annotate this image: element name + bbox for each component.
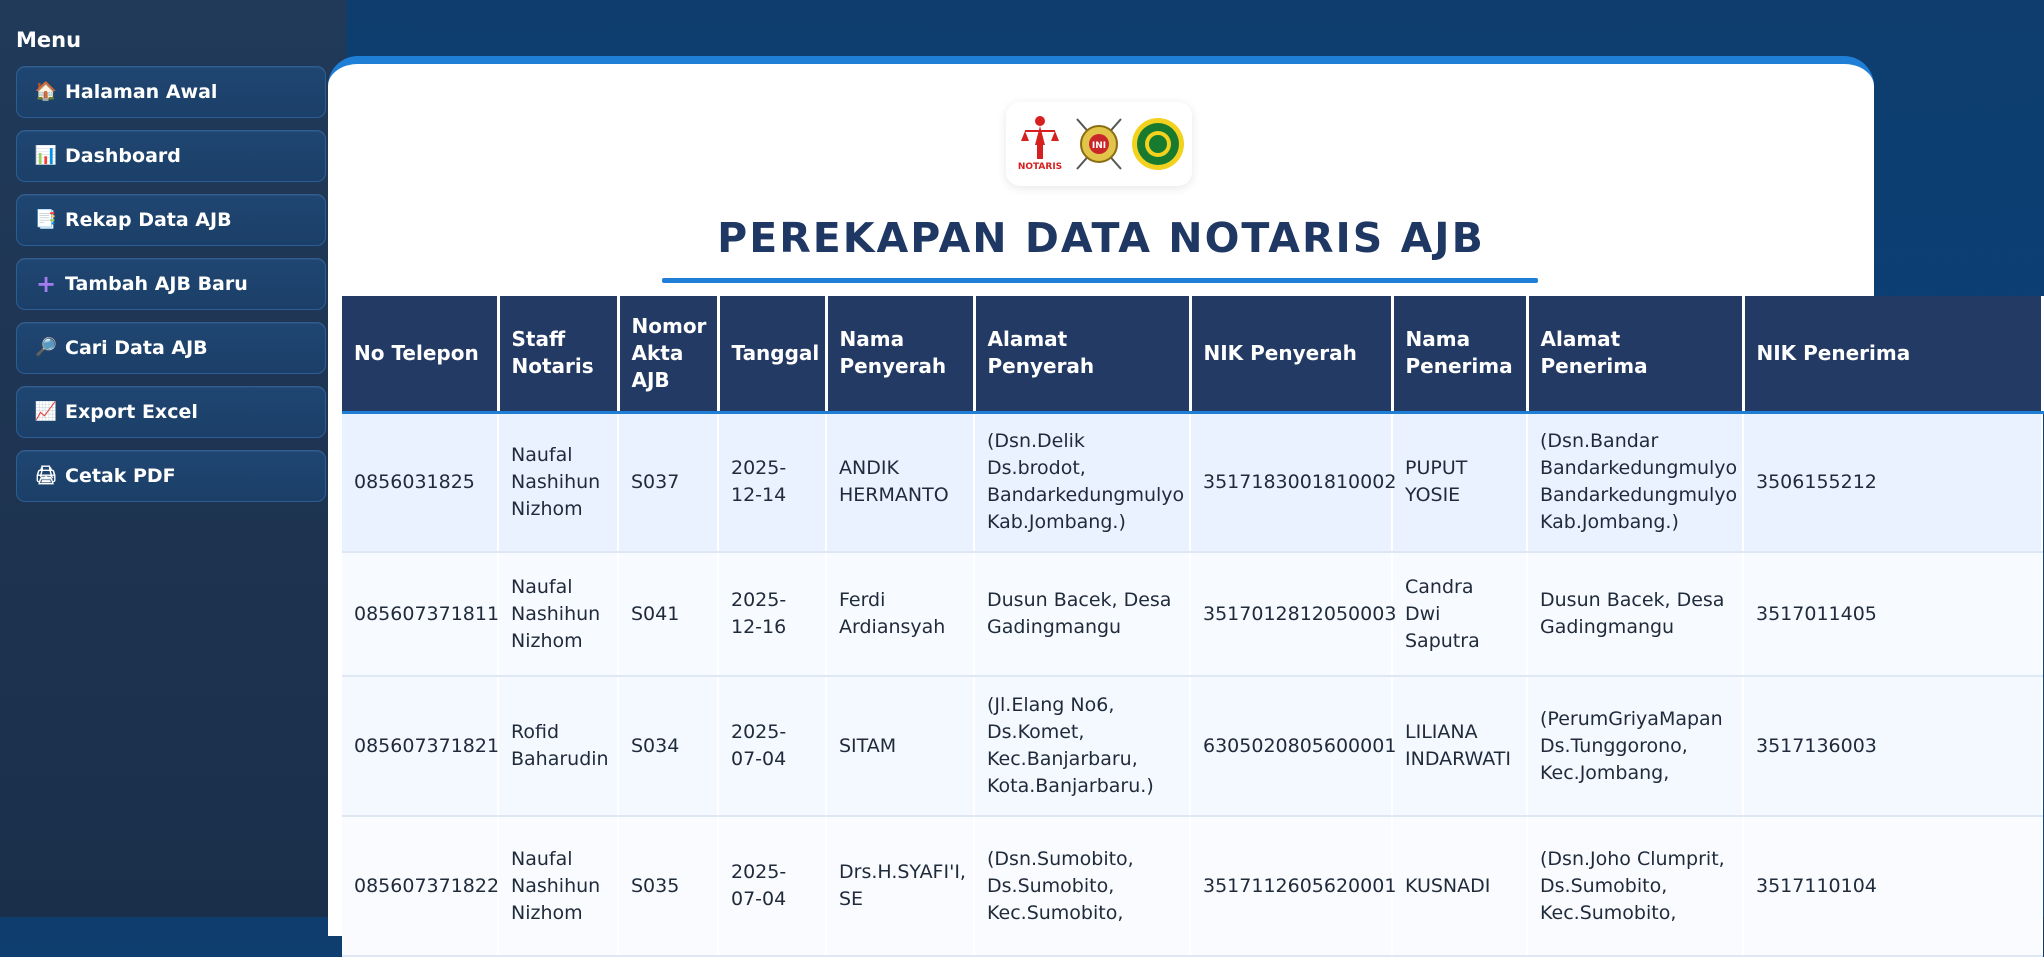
magnifier-icon: 🔎 (34, 337, 58, 358)
printer-icon: 🖨 (34, 465, 58, 486)
data-table-container[interactable] (342, 296, 1911, 936)
cell-nomor-akta: S035 (618, 816, 718, 956)
cell-nama-penyerah: SITAM (826, 676, 974, 816)
nav-label: Export Excel (65, 401, 198, 423)
cell-no-telepon: 085607371811 (342, 552, 498, 676)
menu-title: Menu (16, 28, 82, 52)
cell-alamat-penerima: (Dsn.Bandar Bandarkedungmulyo Bandarkedungmulyo Kab.Jombang.) (1527, 412, 1743, 552)
table-row[interactable] (342, 552, 2042, 676)
table-row[interactable] (342, 816, 2042, 956)
cell-tanggal: 2025-12-16 (718, 552, 826, 676)
notaris-logo-text: NOTARIS (1017, 162, 1063, 172)
cell-nama-penyerah: Drs.H.SYAFI'I, SE (826, 816, 974, 956)
header-alamat-penerima[interactable]: Alamat Penerima (1527, 296, 1743, 412)
cell-alamat-penerima: (PerumGriyaMapan Ds.Tunggorono, Kec.Jombang, (1527, 676, 1743, 816)
nav-label: Halaman Awal (65, 81, 218, 103)
nav-cari-data-ajb[interactable] (16, 322, 326, 374)
header-nik-penyerah[interactable]: NIK Penyerah (1190, 296, 1392, 412)
nav-cetak-pdf[interactable] (16, 450, 326, 502)
cell-nik-penerima: 3506155212 (1743, 412, 2042, 552)
header-tanggal[interactable]: Tanggal (718, 296, 826, 412)
main-card (328, 56, 1911, 936)
cell-nomor-akta: S037 (618, 412, 718, 552)
cell-nama-penerima: Candra Dwi Saputra (1392, 552, 1527, 676)
cell-staff-notaris: Naufal Nashihun Nizhom (498, 412, 618, 552)
cell-nama-penerima: KUSNADI (1392, 816, 1527, 956)
header-nama-penyerah[interactable]: Nama Penyerah (826, 296, 974, 412)
cell-alamat-penerima: (Dsn.Joho Clumprit, Ds.Sumobito, Kec.Sumobito, (1527, 816, 1743, 956)
ini-logo-text: INI (1091, 141, 1107, 151)
ini-emblem-logo (1069, 111, 1129, 177)
cell-nik-penyerah: 3517012812050003 (1190, 552, 1392, 676)
green-seal-logo (1131, 114, 1185, 174)
cell-no-telepon: 085607371821 (342, 676, 498, 816)
plus-icon: + (35, 270, 57, 298)
cell-tanggal: 2025-07-04 (718, 676, 826, 816)
cell-nik-penerima: 3517011405 (1743, 552, 2042, 676)
cell-alamat-penyerah: Dusun Bacek, Desa Gadingmangu (974, 552, 1190, 676)
cell-staff-notaris: Rofid Baharudin (498, 676, 618, 816)
nav-label: Dashboard (65, 145, 181, 167)
table-row[interactable] (342, 412, 2042, 552)
cell-nama-penyerah: ANDIK HERMANTO (826, 412, 974, 552)
nav-dashboard[interactable] (16, 130, 326, 182)
nav-tambah-ajb-baru[interactable] (16, 258, 326, 310)
cell-alamat-penyerah: (Dsn.Sumobito, Ds.Sumobito, Kec.Sumobito, (974, 816, 1190, 956)
nav-rekap-data-ajb[interactable] (16, 194, 326, 246)
line-chart-icon: 📈 (34, 401, 58, 422)
cell-tanggal: 2025-07-04 (718, 816, 826, 956)
nav-export-excel[interactable] (16, 386, 326, 438)
header-nomor-akta[interactable]: Nomor Akta AJB (618, 296, 718, 412)
header-alamat-penyerah[interactable]: Alamat Penyerah (974, 296, 1190, 412)
cell-nomor-akta: S041 (618, 552, 718, 676)
nav-label: Cetak PDF (65, 465, 176, 487)
bar-chart-icon: 📊 (34, 145, 58, 166)
header-nik-penerima[interactable]: NIK Penerima (1743, 296, 2042, 412)
cell-nik-penerima: 3517136003 (1743, 676, 2042, 816)
document-icon: 📑 (34, 209, 58, 230)
cell-alamat-penerima: Dusun Bacek, Desa Gadingmangu (1527, 552, 1743, 676)
logo-group (1006, 102, 1192, 186)
data-table (342, 296, 2044, 957)
table-header-row (342, 296, 2042, 412)
nav-label: Cari Data AJB (65, 337, 208, 359)
nav-label: Tambah AJB Baru (65, 273, 248, 295)
nav-halaman-awal[interactable] (16, 66, 326, 118)
cell-alamat-penyerah: (Jl.Elang No6, Ds.Komet, Kec.Banjarbaru, Kota.Banjarbaru.) (974, 676, 1190, 816)
cell-nama-penerima: LILIANA INDARWATI (1392, 676, 1527, 816)
cell-nama-penyerah: Ferdi Ardiansyah (826, 552, 974, 676)
cell-no-telepon: 0856031825 (342, 412, 498, 552)
header-staff-notaris[interactable]: Staff Notaris (498, 296, 618, 412)
nav-label: Rekap Data AJB (65, 209, 232, 231)
cell-tanggal: 2025-12-14 (718, 412, 826, 552)
page-title: PEREKAPAN DATA NOTARIS AJB (717, 214, 1485, 262)
table-row[interactable] (342, 676, 2042, 816)
cell-nomor-akta: S034 (618, 676, 718, 816)
cell-nik-penyerah: 3517112605620001 (1190, 816, 1392, 956)
notaris-logo (1013, 111, 1067, 177)
house-icon: 🏠 (34, 81, 58, 102)
cell-nama-penerima: PUPUT YOSIE (1392, 412, 1527, 552)
cell-nik-penyerah: 6305020805600001 (1190, 676, 1392, 816)
cell-alamat-penyerah: (Dsn.Delik Ds.brodot, Bandarkedungmulyo Kab.Jombang.) (974, 412, 1190, 552)
header-nama-penerima[interactable]: Nama Penerima (1392, 296, 1527, 412)
cell-no-telepon: 085607371822 (342, 816, 498, 956)
cell-nik-penerima: 3517110104 (1743, 816, 2042, 956)
sidebar (0, 0, 346, 917)
cell-staff-notaris: Naufal Nashihun Nizhom (498, 552, 618, 676)
header-no-telepon[interactable]: No Telepon (342, 296, 498, 412)
cell-staff-notaris: Naufal Nashihun Nizhom (498, 816, 618, 956)
title-underline (662, 278, 1538, 283)
cell-nik-penyerah: 3517183001810002 (1190, 412, 1392, 552)
